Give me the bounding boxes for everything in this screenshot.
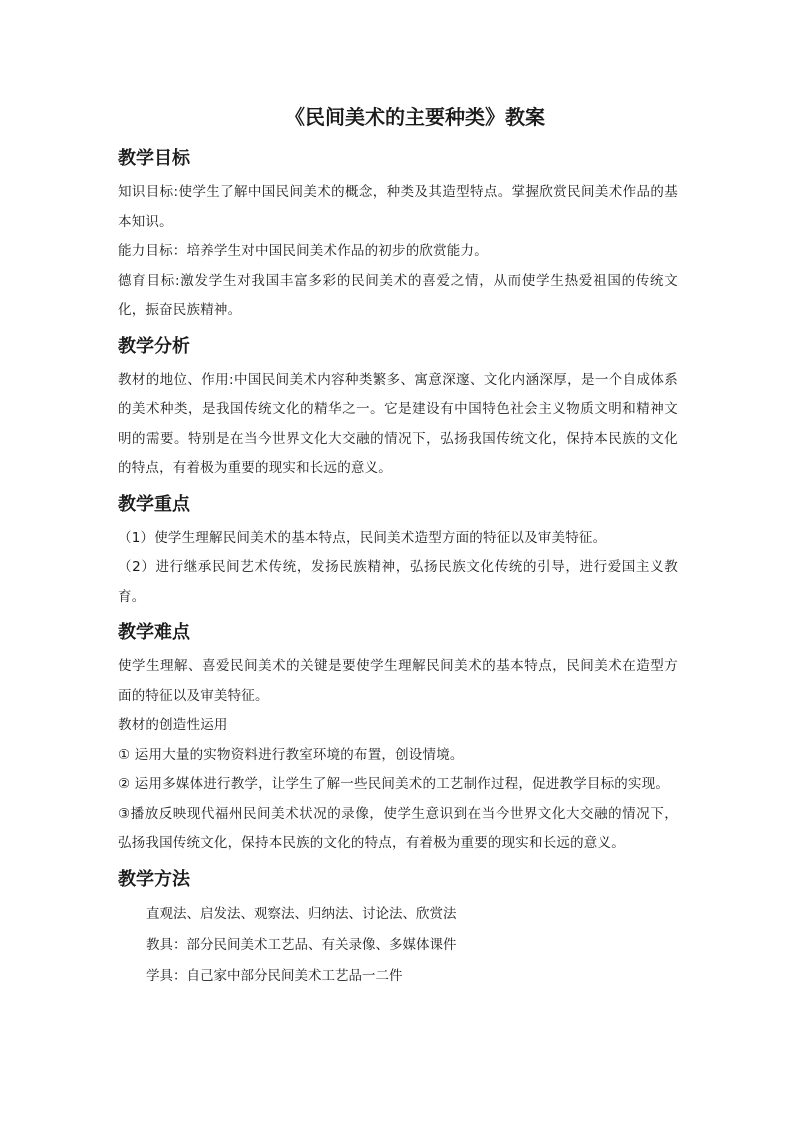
document-body [118,146,678,1000]
key-point-2: （2）进行继承民间艺术传统，发扬民族精神，弘扬民族文化传统的引导，进行爱国主义教育。 [118,559,678,605]
student-materials: 学具：自己家中部分民间美术工艺品一二件 [146,967,403,984]
section-heading-analysis: 教学分析 [118,335,190,357]
section-heading-methods: 教学方法 [118,868,190,890]
creative-use-item-3: ③播放反映现代福州民间美术状况的录像，使学生意识到在当今世界文化大交融的情况下，弘扬我国传统文化，保持本民族的文化的特点，有着极为重要的现实和长远的意义。 [118,805,678,851]
creative-use-item-1: ① 运用大量的实物资料进行教室环境的布置，创设情境。 [118,746,464,763]
analysis-paragraph: 教材的地位、作用:中国民间美术内容种类繁多、寓意深邃、文化内涵深厚，是一个自成体系的美术种类，是我国传统文化的精华之一。它是建设有中国特色社会主义物质文明和精神文明的需要。特别是在当今世界文化大交融的情况下，弘扬我国传统文化，保持本民族的文化的特点，有着极为重要的现实和长远的意义。 [118,371,678,476]
section-teaching-analysis [118,334,678,484]
section-difficulties [118,620,678,859]
section-heading-difficulties: 教学难点 [118,622,190,643]
document-title: 《民间美术的主要种类》教案 [285,105,545,129]
section-heading-goals: 教学目标 [118,148,190,169]
creative-use-item-2: ② 运用多媒体进行教学，让学生了解一些民间美术的工艺制作过程，促进教学目标的实现。 [118,776,670,792]
key-point-1: （1）使学生理解民间美术的基本特点，民间美术造型方面的特征以及审美特征。 [118,529,607,546]
ability-goal-paragraph: 能力目标：培养学生对中国民间美术作品的初步的欣赏能力。 [118,243,488,259]
difficulty-paragraph: 使学生理解、喜爱民间美术的关键是要使学生理解民间美术的基本特点，民间美术在造型方面的特征以及审美特征。 [118,658,678,704]
creative-use-label: 教材的创造性运用 [118,717,228,733]
methods-list: 直观法、启发法、观察法、归纳法、讨论法、欣赏法 [146,905,457,922]
section-teaching-goals [118,146,678,326]
moral-goal-paragraph: 德育目标:激发学生对我国丰富多彩的民间美术的喜爱之情，从而使学生热爱祖国的传统文化，振奋民族精神。 [118,272,678,318]
teaching-aids: 教具：部分民间美术工艺品、有关录像、多媒体课件 [146,936,457,953]
knowledge-goal-paragraph: 知识目标:使学生了解中国民间美术的概念，种类及其造型特点。掌握欣赏民间美术作品的基本知识。 [118,184,678,230]
section-key-points [118,492,678,613]
section-heading-key-points: 教学重点 [118,493,190,515]
section-methods [118,867,678,992]
